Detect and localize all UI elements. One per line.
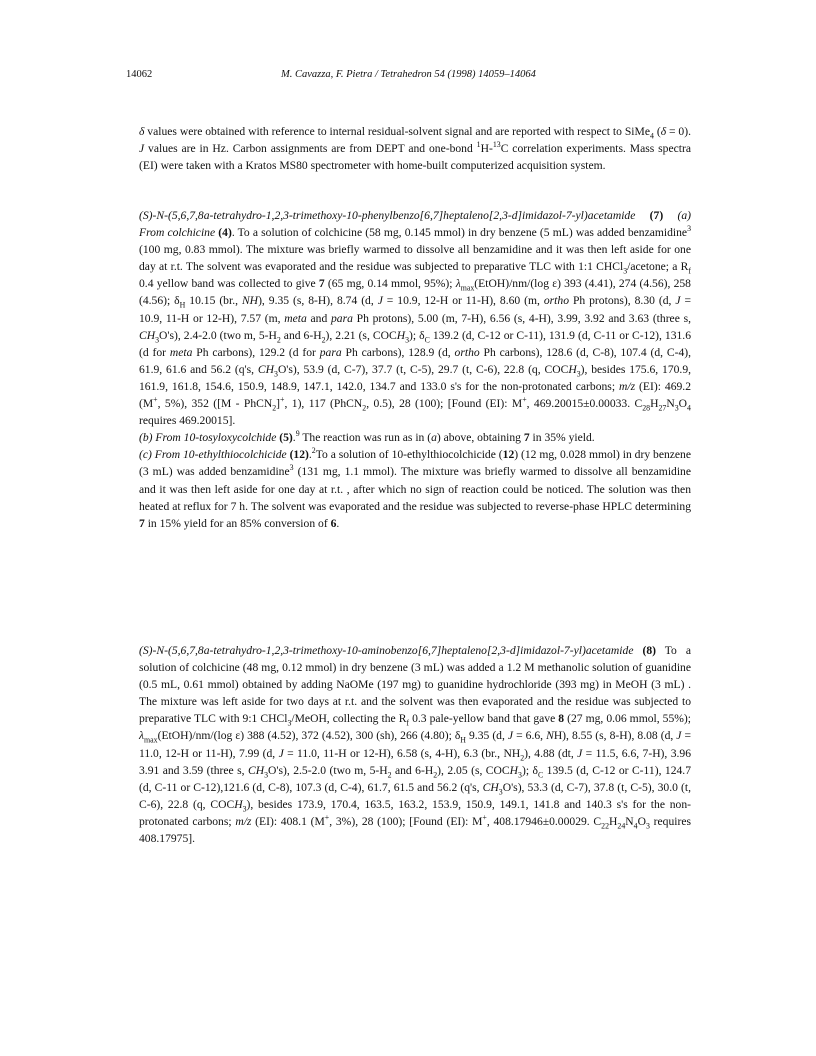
page-number: 14062: [126, 69, 153, 80]
compound-8-paragraph: (S)-N-(5,6,7,8a-tetrahydro-1,2,3-trimethoxy-10-aminobenzo[6,7]heptaleno[2,3-d]imidazol-7-yl)acetamide (8) To a solution of colchicine (48 mg, 0.12 mmol) in dry benzene (3 mL) was added a 1.2 M methanolic solution of guanidine (0.5 mL, 0.61 mmol) obtained by adding NaOMe (197 mg) to guanidine hydrochloride (393 mg) in MeOH (3 mL) . The mixture was left aside for two days at r.t. and the solvent was then evaporated and the residue was subjected to preparative TLC with 9:1 CHCl$_3$/MeOH, collecting the $R_f$ 0.3 pale-yellow band that gave 8 (27 mg, 0.06 mmol, 55%); $\lambda_{max}(EtOH)/nm/(\log$ ε) 388 (4.52), 372 (4.52), 300 (sh), 266 (4.80); $\delta_H$ 9.35 (d, J = 6.6, NH), 8.55 (s, 8-H), 8.08 (d, J = 11.0, 12-H or 11-H), 7.99 (d, J = 11.0, 11-H or 12-H), 6.58 (s, 4-H), 6.3 (br., $NH_2$), 4.88 (dt, J = 11.5, 6.6, 7-H), 3.96 3.91 and 3.59 (three s, $CH_3O's$), 2.5-2.0 (two m, $5-H_2$ and $6-H_2$), 2.05 (s, $COCH_3$); $\delta_C$ 139.5 (d, C-12 or C-11), 124.7 (d, C-11 or C-12),121.6 (d, C-8), 107.3 (d, C-4), 61.7, 61.5 and 56.2 (q's, $CH_3O's$), 53.3 (d, C-7), 37.8 (t, C-5), 30.0 (t, C-6), 22.8 (q, $COCH_3$), besides 173.9, 170.4, 163.5, 163.2, 153.9, 150.9, 149.1, 141.8 and 140.3 s's for the non-protonated carbons; m/z (EI): 408.1 (M+, 3%), 28 (100); [Found (EI): M+, 408.17946±0.00029. $C_{22}H_{24}N_4O_3$ requires 408.17975].: [139, 644, 692, 846]
route-b-text: (b) From 10-tosyloxycolchide (5).$^9$ The reaction was run as in (a) above, obtaining 7 in 35% yield.: [139, 429, 595, 445]
route-c-text: (c) From 10-ethylthiocolchicide (12).$^2$To a solution of 10-ethylthiocolchicide (12) (12 mg, 0.028 mmol) in dry benzene (3 mL) was added benzamidine$^3$ (131 mg, 1.1 mmol). The mixture was briefly warmed to dissolve all benzamidine and it was then left aside for one day at r.t. , after which no sign of reaction could be noticed. The solution was then heated at reflux for 7 h. The solvent was evaporated and the residue was subjected to reverse-phase HPLC determining 7 in 15% yield for an 85% conversion of 6.: [139, 446, 691, 530]
compound-7-title: (S)-N-(5,6,7,8a-tetrahydro-1,2,3-trimethoxy-10-phenylbenzo[6,7]heptaleno[2,3-d]imidazol-7-yl)acetamide: [139, 209, 636, 222]
compound-7-paragraph: (S)-N-(5,6,7,8a-tetrahydro-1,2,3-trimethoxy-10-phenylbenzo[6,7]heptaleno[2,3-d]imidazol-7-yl)acetamide (7) (a) From colchicine (4). To a solution of colchicine (58 mg, 0.145 mmol) in dry benzene (5 mL) was added benzamidine$^3$ (100 mg, 0.83 mmol). The mixture was briefly warmed to dissolve all benzamidine and it was then left aside for one day at r.t. The solvent was evaporated and the residue was subjected to preparative TLC with 1:1 CHCl$_3$/acetone; a $R_f$ 0.4 yellow band was collected to give 7 (65 mg, 0.14 mmol, 95%); $\lambda_{max}(EtOH)/nm/(\log$ ε) 393 (4.41), 274 (4.56), 258 (4.56); $\delta_H$ 10.15 (br., NH), 9.35 (s, 8-H), 8.74 (d, J = 10.9, 12-H or 11-H), 8.60 (m, ortho Ph protons), 8.30 (d, J = 10.9, 11-H or 12-H), 7.57 (m, meta and para Ph protons), 5.00 (m, 7-H), 6.56 (s, 4-H), 3.99, 3.92 and 3.63 (three s, $CH_3O's$), 2.4-2.0 (two m, $5-H_2$ and $6-H_2$), 2.21 (s, $COCH_3$); $\delta_C$ 139.2 (d, C-12 or C-11), 131.9 (d, C-11 or C-12), 131.6 (d for meta Ph carbons), 129.2 (d for para Ph carbons), 128.9 (d, ortho Ph carbons), 128.6 (d, C-8), 107.4 (d, C-4), 61.9, 61.6 and 56.2 (q's, $CH_3O's$), 53.9 (d, C-7), 37.7 (t, C-5), 29.7 (t, C-6), 22.8 (q, $COCH_3$), besides 175.6, 170.9, 161.9, 161.8, 154.6, 150.9, 148.9, 147.1, 142.0, 134.7 and 133.0 s's for the non-protonated carbons; m/z (EI): 469.2 (M+, 5%), 352 ([M - PhCN$_2$]+, 1), 117 (PhCN$_2$, 0.5), 28 (100); [Found (EI): M+, 469.20015±0.00033. $C_{28}H_{27}N_3O_4$ requires 469.20015]. (b) From 10-tosyloxycolchide (5).$^9$ The reaction was run as in (a) above, obtaining 7 in 35% yield. (c) From 10-ethylthiocolchicide (12).$^2$To a solution of 10-ethylthiocolchicide (12) (12 mg, 0.028 mmol) in dry benzene (3 mL) was added benzamidine$^3$ (131 mg, 1.1 mmol). The mixture was briefly warmed to dissolve all benzamidine and it was then left aside for one day at r.t. , after which no sign of reaction could be noticed. The solution was then heated at reflux for 7 h. The solvent was evaporated and the residue was subjected to reverse-phase HPLC determining 7 in 15% yield for an 85% conversion of 6.: [139, 207, 691, 532]
general-methods-paragraph: δ values were obtained with reference to internal residual-solvent signal and are reported with respect to SiMe$_4$ (δ = 0). J values are in Hz. Carbon assignments are from DEPT and one-bond $^1$H-$^{13}$C correlation experiments. Mass spectra (EI) were taken with a Kratos MS80 spectrometer with home-built computerized acquisition system.: [139, 125, 691, 173]
journal-citation: M. Cavazza, F. Pietra / Tetrahedron 54 (1998) 14059–14064: [281, 69, 536, 80]
compound-8-title: (S)-N-(5,6,7,8a-tetrahydro-1,2,3-trimethoxy-10-aminobenzo[6,7]heptaleno[2,3-d]imidazol-7-yl)acetamide: [139, 644, 634, 657]
